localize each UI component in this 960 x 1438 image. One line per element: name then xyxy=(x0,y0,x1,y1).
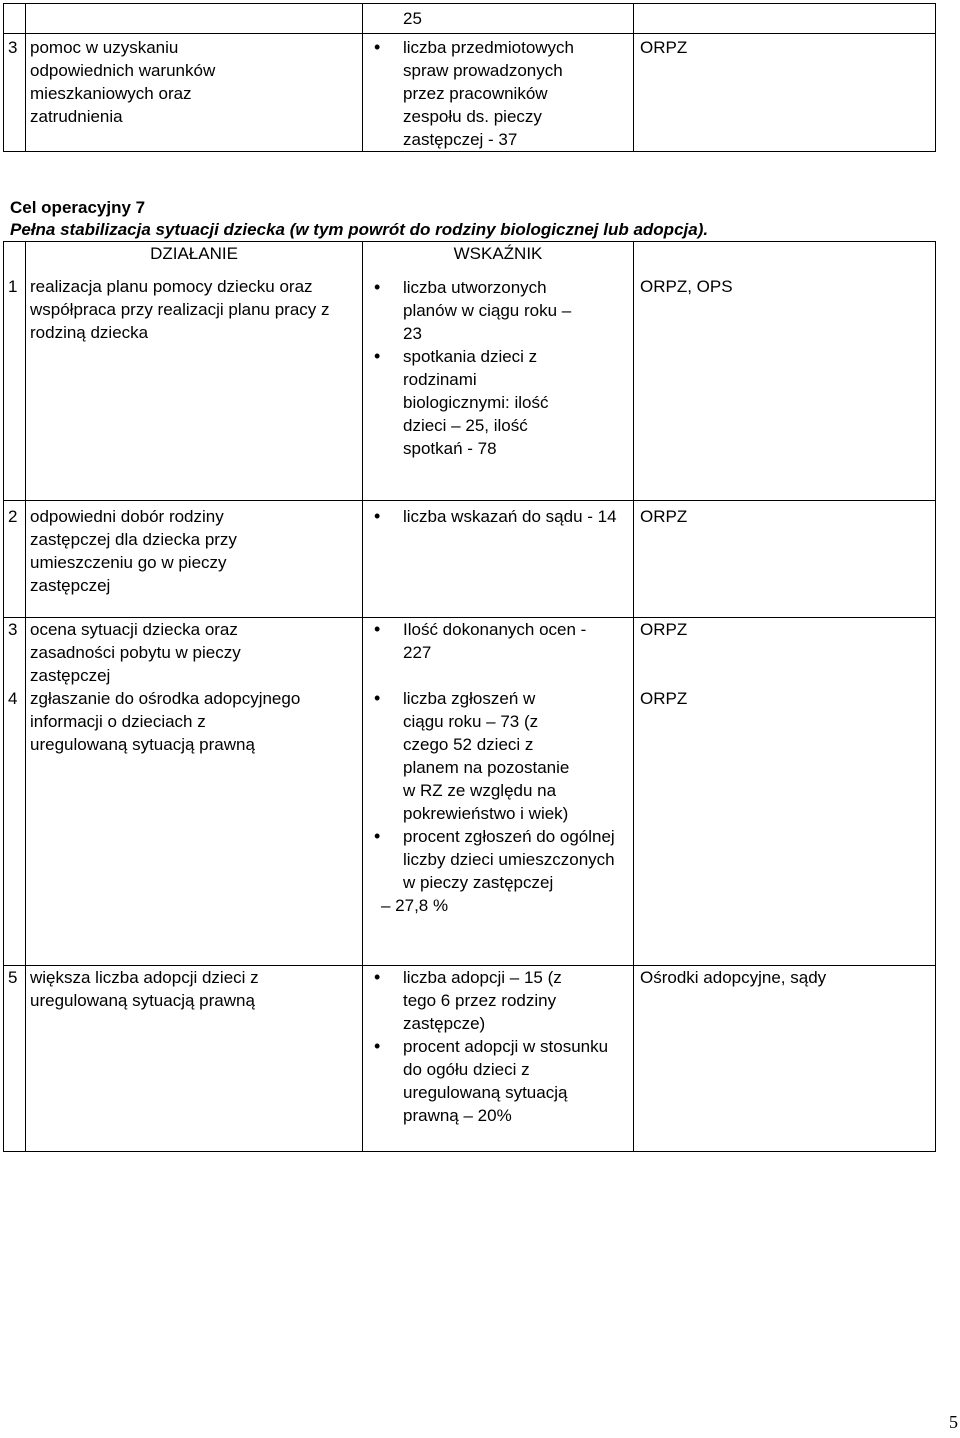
action-text: zgłaszanie do ośrodka adopcyjnego informacji o dzieciach z uregulowaną sytuacją prawną xyxy=(30,689,301,754)
responsible-cell: ORPZ xyxy=(634,501,936,618)
row-number: 3 xyxy=(4,34,26,152)
indicator-cell xyxy=(363,34,634,152)
indicator-cell xyxy=(363,966,634,1152)
row-number: 5 xyxy=(4,966,26,1152)
indicator-item: • liczba przedmiotowych spraw prowadzonych przez pracowników zespołu ds. pieczy zastępczej - 37 xyxy=(363,36,633,151)
action-text: ocena sytuacji dziecka oraz zasadności pobytu w pieczy zastępczej xyxy=(30,620,241,685)
top-table xyxy=(3,3,936,152)
page-number: 5 xyxy=(949,1412,958,1432)
indicator-item: • procent adopcji w stosunku do ogółu dzieci z uregulowaną sytuacją prawną – 20% xyxy=(363,1035,633,1127)
indicator-item: • liczba zgłoszeń w ciągu roku – 73 (z czego 52 dzieci z planem na pozostanie w RZ ze względu na pokrewieństwo i wiek) xyxy=(363,687,633,825)
indicator-item: • liczba wskazań do sądu - 14 xyxy=(363,505,633,528)
indicator-cell xyxy=(363,618,634,966)
responsible-cell: ORPZ, OPS xyxy=(634,268,936,501)
action-cell: realizacja planu pomocy dziecku oraz współpraca przy realizacji planu pracy z rodziną dziecka xyxy=(26,268,363,501)
responsible-text: ORPZ xyxy=(640,620,688,639)
indicator-cell xyxy=(363,268,634,501)
action-cell: pomoc w uzyskaniu odpowiednich warunków mieszkaniowych oraz zatrudnienia xyxy=(26,34,363,152)
indicator-item: • procent zgłoszeń do ogólnej liczby dzieci umieszczonych w pieczy zastępczej xyxy=(363,825,633,894)
row-number: 1 xyxy=(4,268,26,501)
action-cell: odpowiedni dobór rodziny zastępczej dla dziecka przy umieszczeniu go w pieczy zastępczej xyxy=(26,501,363,618)
row-number: 4 xyxy=(8,689,18,708)
header-indicator: WSKAŹNIK xyxy=(363,242,634,268)
responsible-cell: Ośrodki adopcyjne, sądy xyxy=(634,966,936,1152)
indicator-item: • spotkania dzieci z rodzinami biologicznymi: ilość dzieci – 25, ilość spotkań - 78 xyxy=(363,345,633,460)
responsible-cell xyxy=(634,618,936,966)
action-cell: większa liczba adopcji dzieci z uregulowaną sytuacją prawną xyxy=(26,966,363,1152)
indicator-item: • Ilość dokonanych ocen - 227 xyxy=(363,618,633,687)
responsible-text: ORPZ xyxy=(640,689,688,708)
indicator-trailing: – 27,8 % xyxy=(381,896,449,915)
header-action: DZIAŁANIE xyxy=(26,242,363,268)
goal-subtitle: Pełna stabilizacja sytuacji dziecka (w tym powrót do rodziny biologicznej lub adopcja). xyxy=(10,220,709,239)
action-cell xyxy=(26,618,363,966)
row-number: 2 xyxy=(4,501,26,618)
indicator-item: • liczba utworzonych planów w ciągu roku – 23 xyxy=(363,276,633,345)
top-header-value: 25 xyxy=(363,4,634,34)
responsible-cell: ORPZ xyxy=(634,34,936,152)
row-number-stack xyxy=(4,618,26,966)
indicator-item: • liczba adopcji – 15 (z tego 6 przez rodziny zastępcze) xyxy=(363,966,633,1035)
main-table xyxy=(3,241,936,1152)
indicator-cell xyxy=(363,501,634,618)
goal-title: Cel operacyjny 7 xyxy=(10,198,146,217)
row-number: 3 xyxy=(8,620,18,639)
